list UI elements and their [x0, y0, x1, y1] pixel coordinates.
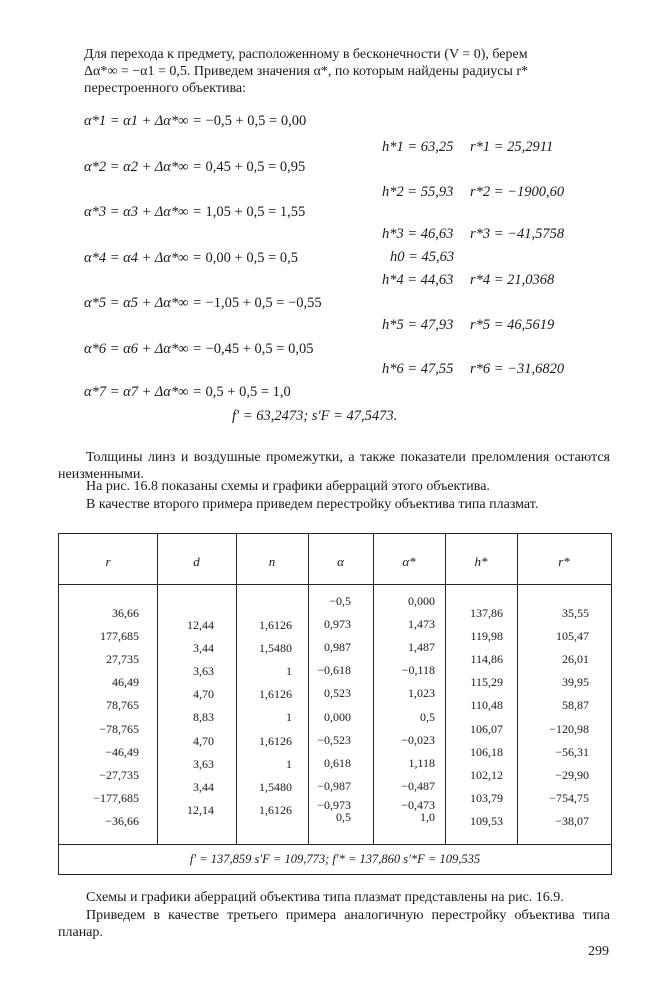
- alpha-cell: 0,000: [324, 709, 351, 724]
- d-cell: 8,83: [193, 710, 214, 725]
- alpha_star-cell: 1,473: [408, 617, 435, 632]
- paragraph-third-example: Приведем в качестве третьего примера аналогичную перестройку объектива типа планар.: [58, 908, 610, 940]
- n-cell: 1: [286, 756, 292, 771]
- h_star-cell: 137,86: [470, 606, 503, 620]
- paragraph-figure-16-8: На рис. 16.8 показаны схемы и графики аберраций этого объектива.: [86, 479, 490, 494]
- h_star-cell: 115,29: [470, 675, 503, 690]
- r_star-cell: 39,95: [562, 675, 589, 690]
- n-cell: 1: [286, 664, 292, 679]
- result-r1: r*1 = 25,2911: [470, 139, 554, 155]
- h_star-cell: 102,12: [470, 767, 503, 782]
- r-cell: −177,685: [93, 790, 139, 805]
- d-cell: 3,63: [193, 664, 214, 679]
- r-cell: 177,685: [100, 629, 139, 644]
- header-h-star: h*: [474, 554, 488, 569]
- alpha-cell: −0,618: [317, 663, 351, 678]
- equation-2: α*2 = α2 + Δα*∞ = 0,45 + 0,5 = 0,95: [84, 159, 306, 175]
- r_star-cell: −754,75: [549, 790, 589, 805]
- r-cell: 46,49: [112, 675, 139, 690]
- h_star-cell: 114,86: [470, 652, 503, 667]
- intro-paragraph: [84, 46, 610, 97]
- n-cell: 1,6126: [259, 618, 292, 632]
- n-cell: 1: [286, 710, 292, 725]
- h_star-cell: 119,98: [470, 629, 503, 644]
- h_star-cell: 110,48: [470, 698, 503, 713]
- result-h0: h0 = 45,63: [390, 249, 455, 265]
- paragraph-second-example: В качестве второго примера приведем перестройку объектива типа плазмат.: [86, 497, 539, 512]
- alpha-cell: −0,973: [317, 798, 351, 812]
- r_star-cell: −56,31: [555, 744, 589, 759]
- alpha-cell: 0,973: [324, 617, 351, 632]
- h_star-cell: 103,79: [470, 790, 503, 805]
- paragraph-figure-16-9: Схемы и графики аберраций объектива типа плазмат представлены на рис. 16.9.: [86, 890, 564, 905]
- intro-line-2: Δα*∞ = −α1 = 0,5. Приведем значения α*, по которым найдены радиусы r*: [84, 64, 529, 79]
- alpha-cell: 0,5: [336, 810, 351, 824]
- equation-6: α*6 = α6 + Δα*∞ = −0,45 + 0,5 = 0,05: [84, 341, 314, 357]
- plasmat-table: [58, 533, 612, 875]
- alpha_star-cell: 0,000: [408, 594, 435, 608]
- intro-line-1: Для перехода к предмету, расположенному в бесконечности (V = 0), берем: [84, 47, 528, 62]
- n-cell: 1,5480: [259, 779, 292, 794]
- r-cell: 27,735: [106, 652, 139, 667]
- result-h5: h*5 = 47,93: [382, 317, 454, 333]
- alpha-cell: 0,523: [324, 686, 351, 701]
- d-cell: 3,63: [193, 756, 214, 771]
- result-r3: r*3 = −41,5758: [470, 226, 565, 242]
- alpha_star-cell: −0,487: [401, 778, 435, 793]
- table-footer: f′ = 137,859 s′F = 109,773; f′* = 137,860 s′*F = 109,535: [189, 852, 481, 866]
- equation-5: α*5 = α5 + Δα*∞ = −1,05 + 0,5 = −0,55: [84, 295, 322, 311]
- r-cell: −78,765: [99, 721, 139, 736]
- r_star-cell: 35,55: [562, 606, 589, 620]
- r-cell: −27,735: [99, 767, 139, 782]
- alpha_star-cell: 1,023: [408, 686, 435, 701]
- d-cell: 4,70: [193, 687, 214, 702]
- alpha_star-cell: −0,023: [401, 732, 435, 747]
- r_star-cell: −29,90: [555, 767, 589, 782]
- header-alpha-star: α*: [402, 554, 416, 569]
- r_star-cell: −38,07: [555, 813, 589, 828]
- alpha-cell: 0,618: [324, 755, 351, 770]
- alpha_star-cell: −0,118: [401, 663, 435, 678]
- result-r6: r*6 = −31,6820: [470, 361, 565, 377]
- r-cell: −36,66: [105, 813, 139, 828]
- result-h1: h*1 = 63,25: [382, 139, 454, 155]
- n-cell: 1,6126: [259, 733, 292, 748]
- d-cell: 4,70: [193, 733, 214, 748]
- result-h3: h*3 = 46,63: [382, 226, 454, 242]
- paragraph-lenses: Толщины линз и воздушные промежутки, а также показатели преломления остаются неизменными.: [58, 450, 610, 482]
- equation-1: α*1 = α1 + Δα*∞ = −0,5 + 0,5 = 0,00: [84, 113, 307, 129]
- r_star-cell: 105,47: [556, 629, 589, 644]
- result-h6: h*6 = 47,55: [382, 361, 454, 377]
- alpha-cell: 0,987: [324, 640, 351, 655]
- r-cell: 36,66: [112, 606, 139, 620]
- result-r5: r*5 = 46,5619: [470, 317, 555, 333]
- r_star-cell: 26,01: [562, 652, 589, 667]
- d-cell: 12,44: [187, 618, 214, 632]
- h_star-cell: 106,18: [470, 744, 503, 759]
- alpha-cell: −0,5: [329, 594, 351, 608]
- equation-4: α*4 = α4 + Δα*∞ = 0,00 + 0,5 = 0,5: [84, 250, 299, 266]
- alpha-cell: −0,987: [317, 778, 351, 793]
- alpha_star-cell: 1,487: [408, 640, 435, 655]
- r-cell: 78,765: [106, 698, 139, 713]
- header-alpha: α: [337, 554, 344, 569]
- r_star-cell: −120,98: [549, 721, 589, 736]
- result-r2: r*2 = −1900,60: [470, 184, 565, 200]
- result-h4: h*4 = 44,63: [382, 272, 454, 288]
- n-cell: 1,6126: [259, 802, 292, 817]
- h_star-cell: 109,53: [470, 813, 503, 828]
- d-cell: 3,44: [193, 779, 214, 794]
- header-n: n: [268, 554, 276, 569]
- alpha_star-cell: 1,118: [408, 755, 435, 770]
- intro-line-3: перестроенного объектива:: [84, 81, 247, 96]
- d-cell: 12,14: [187, 802, 214, 817]
- n-cell: 1,6126: [259, 687, 292, 702]
- page-number: 299: [588, 944, 609, 959]
- alpha-cell: −0,523: [317, 732, 351, 747]
- result-r4: r*4 = 21,0368: [470, 272, 555, 288]
- alpha_star-cell: 0,5: [420, 709, 435, 724]
- header-r: r: [105, 554, 111, 569]
- header-r-star: r*: [558, 554, 570, 569]
- result-h2: h*2 = 55,93: [382, 184, 454, 200]
- focal-values: f′ = 63,2473; s′F = 47,5473.: [232, 408, 398, 424]
- alpha_star-cell: −0,473: [401, 798, 435, 812]
- n-cell: 1,5480: [259, 641, 292, 656]
- d-cell: 3,44: [193, 641, 214, 656]
- h_star-cell: 106,07: [470, 721, 503, 736]
- alpha_star-cell: 1,0: [420, 810, 435, 824]
- header-d: d: [193, 554, 200, 569]
- r_star-cell: 58,87: [562, 698, 589, 713]
- equation-7: α*7 = α7 + Δα*∞ = 0,5 + 0,5 = 1,0: [84, 384, 291, 400]
- equation-3: α*3 = α3 + Δα*∞ = 1,05 + 0,5 = 1,55: [84, 204, 306, 220]
- r-cell: −46,49: [105, 744, 139, 759]
